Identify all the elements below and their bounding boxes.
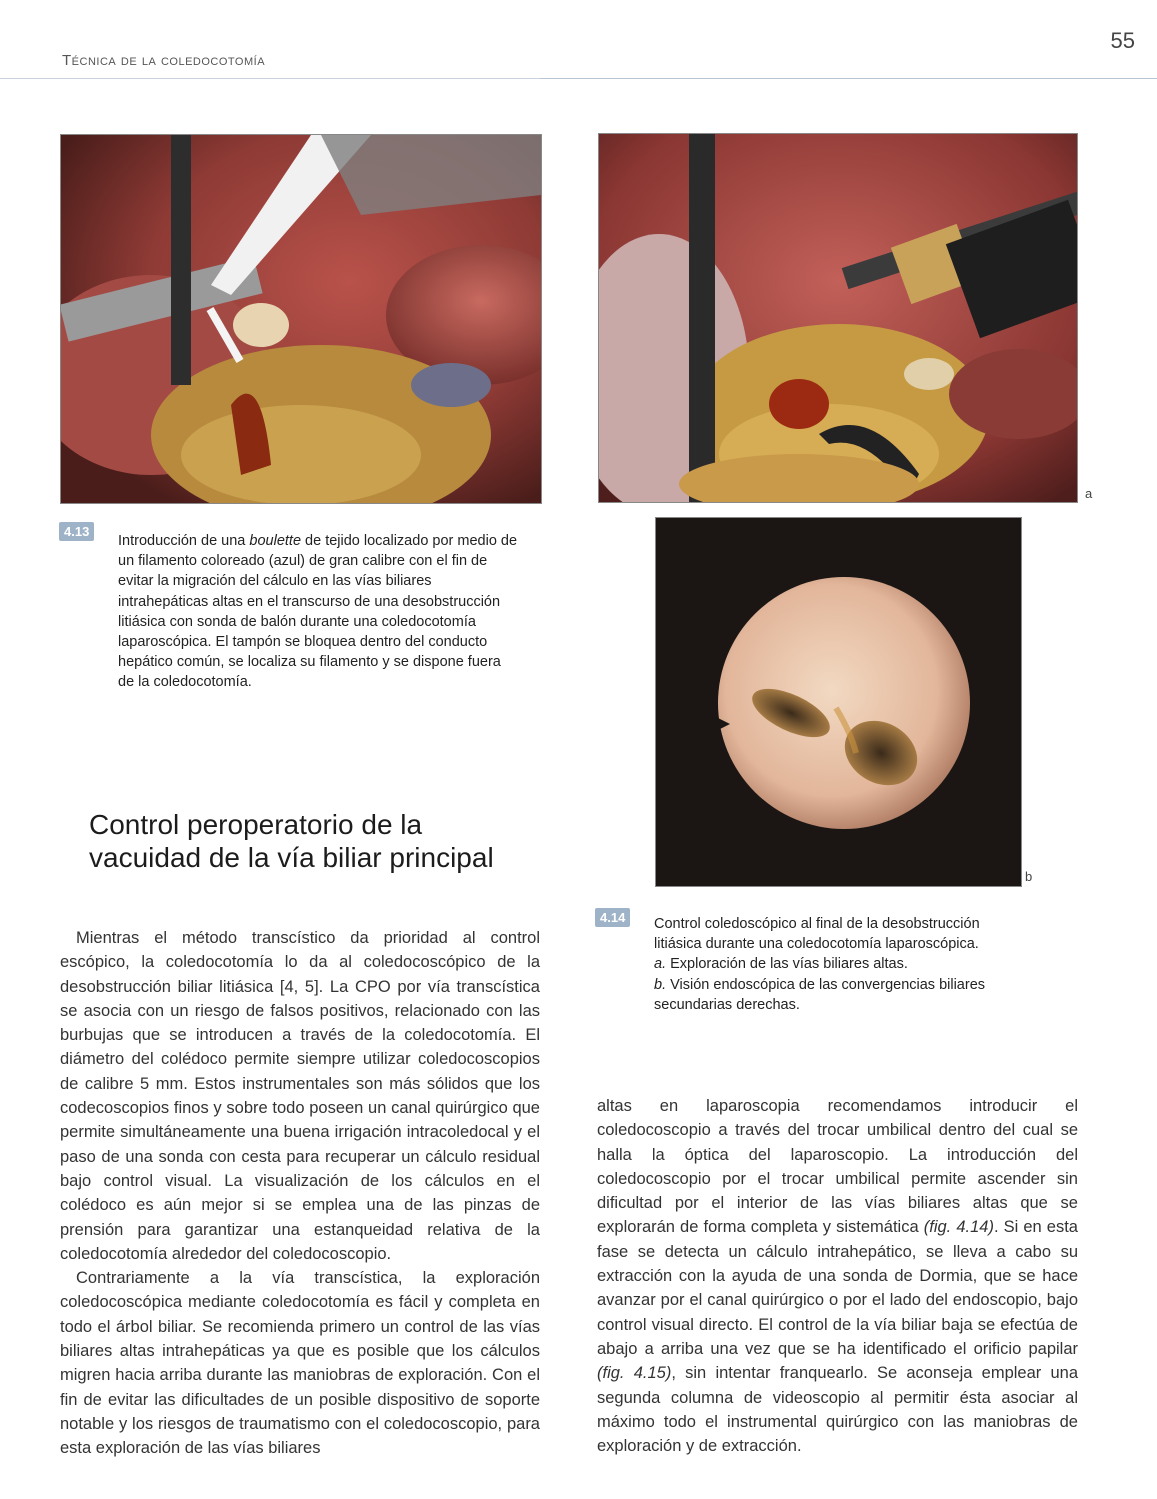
body-text: . Si en esta fase se detecta un cálculo intrahepático, se lleva a cabo su extracción con la ayuda de una sonda de Dormia, que se hace avanzar por el canal quirúrgico o por el lado del endoscopio, bajo control visual directo. El control de la vía biliar baja se efectúa de abajo a arriba una vez que se ha identificado el orificio papilar <box>597 1218 1078 1358</box>
figure-reference[interactable]: (fig. 4.15) <box>597 1364 672 1383</box>
caption-letter-a: a. <box>654 956 667 973</box>
laparoscopic-photo-illustration <box>599 134 1077 502</box>
body-text: , sin intentar franquearlo. Se aconseja emplear una segunda columna de videoscopio al permitir ésta asociar al máximo todo el instrumental quirúrgico con las maniobras de exploración y de extracción. <box>597 1364 1079 1456</box>
running-head: Técnica de la coledocotomía <box>62 52 266 69</box>
caption-main: Control coledoscópico al final de la desobstrucción litiásica durante una coledocotomía laparoscópica. <box>654 916 980 953</box>
body-paragraph: Mientras el método transcístico da prioridad al control escópico, la coledocotomía lo da al coledocoscópico de la desobstrucción biliar litiásica [4, 5]. La CPO por vía transcística se asocia con un riesgo de falsos positivos, relacionado con las burbujas que se introducen a través de la coledocotomía. El diámetro del colédoco permite siempre utilizar coledocoscopios de calibre 5 mm. Estos instrumentales son más sólidos que los codecoscopios finos y sobre todo poseen un canal quirúrgico que permite simultáneamente una buena irrigación intracoledocal y el paso de una sonda con cesta para recuperar un cálculo residual bajo control visual. La visualización de los cálculos en el colédoco es aún mejor si se emplea una de las pinzas de prensión para garantizar una estanqueidad relativa de la coledocotomía alrededor del coledocoscopio. <box>60 929 540 1263</box>
figure-4-13-caption <box>118 531 518 693</box>
body-paragraph: Contrariamente a la vía transcística, la exploración coledocoscópica mediante coledocotomía es fácil y completa en todo el árbol biliar. Se recomienda primero un control de las vías biliares altas intrahepáticas ya que es posible que los cálculos migren hacia arriba durante las maniobras de exploración. Con el fin de evitar las dificultades de un posible dispositivo de soporte notable y los riesgos de traumatismo con el coledocoscopio, para esta exploración de las vías biliares <box>60 1269 540 1458</box>
figure-number-badge: 4.14 <box>595 908 630 927</box>
figure-reference[interactable]: (fig. 4.14) <box>923 1218 994 1237</box>
caption-italic-term: boulette <box>249 533 302 549</box>
body-text: altas en laparoscopia recomendamos introducir el coledocoscopio a través del trocar umbilical dentro del cual se halla la óptica del laparoscopio. La introducción del coledocoscopio por el trocar umbilical permite ascender sin dificultad por el interior de las vías biliares altas que se explorarán de forma completa y sistemática <box>597 1097 1078 1237</box>
header-rule-right <box>540 78 1157 79</box>
caption-letter-b: b. <box>654 976 667 993</box>
section-heading: Control peroperatorio de la vacuidad de la vía biliar principal <box>89 809 494 873</box>
caption-text: Introducción de una <box>118 533 250 549</box>
figure-4-14-caption <box>654 914 994 1015</box>
page-number: 55 <box>1110 28 1135 53</box>
caption-text: de tejido localizado por medio de un filamento coloreado (azul) de gran calibre con el fin de evitar la migración del cálculo en las vías biliares intrahepáticas altas en el transcurso de una desobstrucción litiásica con sonda de balón durante una coledocotomía laparoscópica. El tampón se bloquea dentro del conducto hepático común, se localiza su filamento y se dispone fuera de la coledocotomía. <box>118 533 518 691</box>
caption-panel-b: Visión endoscópica de las convergencias biliares secundarias derechas. <box>654 976 986 1013</box>
figure-4-14b-photo <box>655 517 1022 887</box>
endoscopic-view-illustration <box>656 518 1021 886</box>
panel-label-b: b <box>1025 869 1033 884</box>
header-rule <box>0 78 540 79</box>
laparoscopic-photo-illustration <box>61 135 541 503</box>
caption-panel-a: Exploración de las vías biliares altas. <box>670 956 908 973</box>
figure-4-13-photo <box>60 134 542 504</box>
body-column-left <box>60 926 540 1461</box>
figure-number-badge: 4.13 <box>59 522 94 541</box>
figure-4-14a-photo <box>598 133 1078 503</box>
body-column-right <box>597 1094 1078 1458</box>
panel-label-a: a <box>1085 486 1093 501</box>
body-paragraph <box>597 1094 1078 1458</box>
